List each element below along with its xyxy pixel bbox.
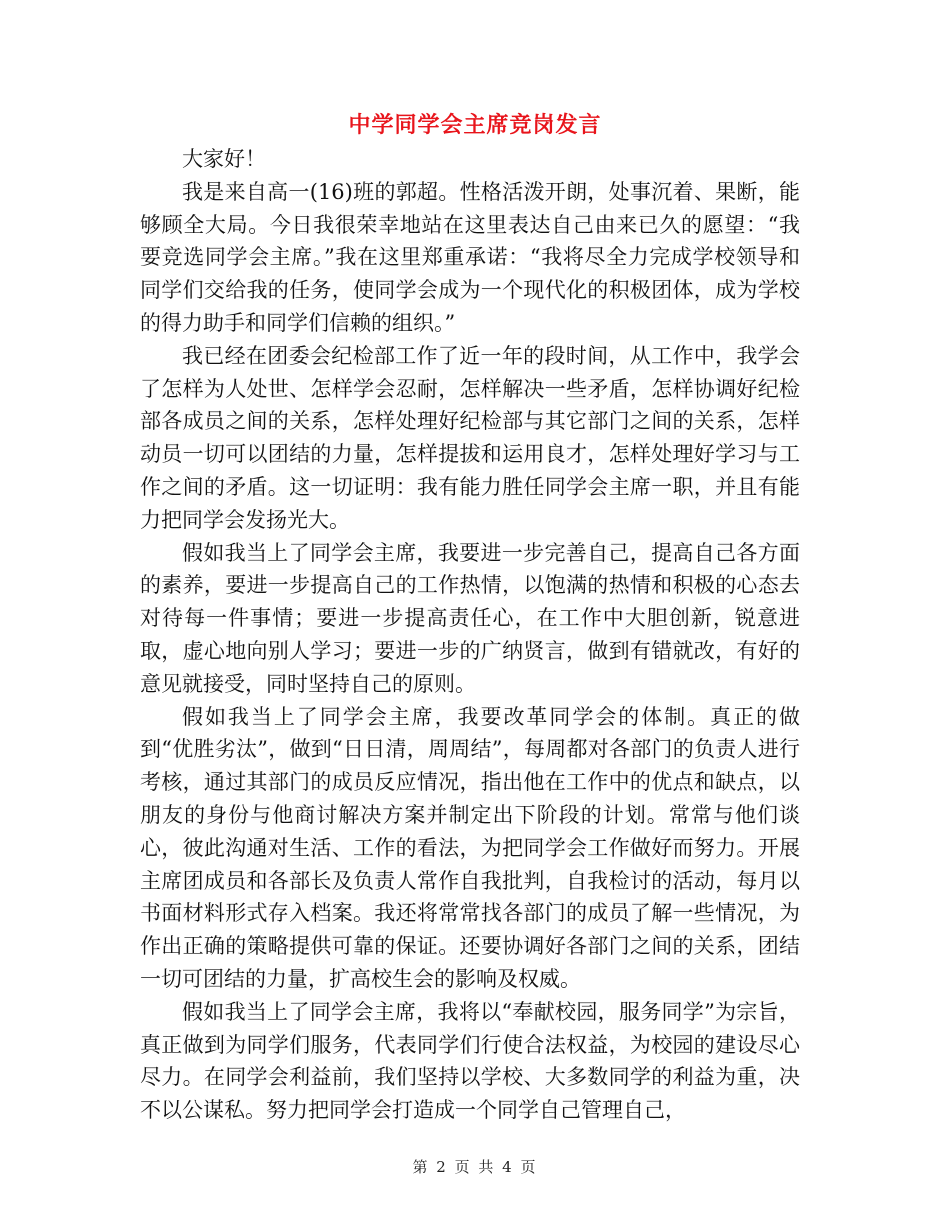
- paragraph-greeting: 大家好！: [182, 147, 266, 171]
- paragraph-experience: 我已经在团委会纪检部工作了近一年的段时间，从工作中，我学会了怎样为人处世、怎样学会忍耐，怎样解决一些矛盾，怎样协调好纪检部各成员之间的关系，怎样处理好纪检部与其它部门之间的关系，怎样动员一切可以团结的力量，怎样提拔和运用良才，怎样处理好学习与工作之间的矛盾。这一切证明：我有能力胜任同学会主席一职，并且有能力把同学会发扬光大。: [140, 343, 800, 532]
- paragraph-self-improvement: 假如我当上了同学会主席，我要进一步完善自己，提高自己各方面的素养，要进一步提高自己的工作热情，以饱满的热情和积极的心态去对待每一件事情；要进一步提高责任心，在工作中大胆创新，锐意进取，虚心地向别人学习；要进一步的广纳贤言，做到有错就改，有好的意见就接受，同时坚持自己的原则。: [140, 540, 800, 696]
- paragraph-introduction: 我是来自高一(16)班的郭超。性格活泼开朗，处事沉着、果断，能够顾全大局。今日我很荣幸地站在这里表达自己由来已久的愿望：“我要竞选同学会主席。”我在这里郑重承诺：“我将尽全力完成学校领导和同学们交给我的任务，使同学会成为一个现代化的积极团体，成为学校的得力助手和同学们信赖的组织。”: [140, 179, 800, 335]
- document-body: [140, 143, 800, 1127]
- document-title: 中学同学会主席竞岗发言: [348, 112, 602, 138]
- paragraph-reform: 假如我当上了同学会主席，我要改革同学会的体制。真正的做到“优胜劣汰”，做到“日日清，周周结”，每周都对各部门的负责人进行考核，通过其部门的成员反应情况，指出他在工作中的优点和缺点，以朋友的身份与他商讨解决方案并制定出下阶段的计划。常常与他们谈心，彼此沟通对生活、工作的看法，为把同学会工作做好而努力。开展主席团成员和各部长及负责人常作自我批判，自我检讨的活动，每月以书面材料形式存入档案。我还将常常找各部门的成员了解一些情况，为作出正确的策略提供可靠的保证。还要协调好各部门之间的关系，团结一切可团结的力量，扩高校生会的影响及权威。: [140, 704, 800, 991]
- page-number-footer: 第 2 页 共 4 页: [412, 1158, 538, 1176]
- paragraph-service: 假如我当上了同学会主席，我将以“奉献校园，服务同学”为宗旨，真正做到为同学们服务，代表同学们行使合法权益，为校园的建设尽心尽力。在同学会利益前，我们坚持以学校、大多数同学的利益为重，决不以公谋私。努力把同学会打造成一个同学自己管理自己，: [140, 999, 800, 1123]
